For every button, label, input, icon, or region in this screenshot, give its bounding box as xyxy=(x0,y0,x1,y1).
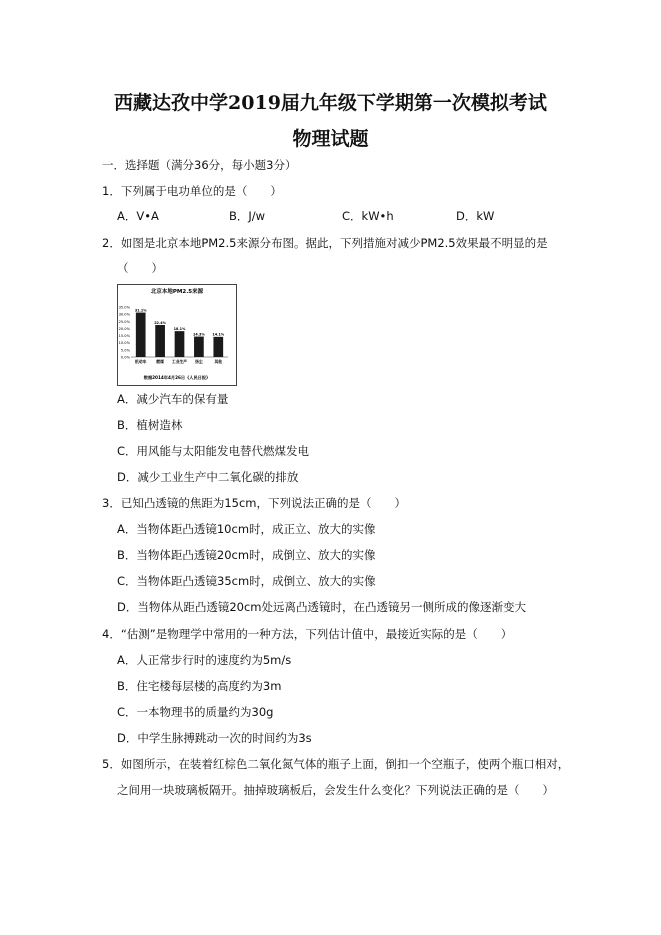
q1-option-d: D．kW xyxy=(456,209,495,223)
y-tick-label: 30.0% xyxy=(118,312,130,317)
y-tick-label: 35.0% xyxy=(118,305,130,310)
chart-footnote: 数据2014年4月26日《人民日报》 xyxy=(143,375,211,380)
q3-option-d: D．当物体从距凸透镜20cm处远离凸透镜时，在凸透镜另一侧所成的像逐渐变大 xyxy=(117,600,527,614)
q2-option-b: B．植树造林 xyxy=(117,418,183,432)
category-label: 其他 xyxy=(214,359,223,364)
question-4-stem: 4．“估测”是物理学中常用的一种方法，下列估计值中，最接近实际的是（ ） xyxy=(102,627,513,641)
y-tick-label: 25.0% xyxy=(118,319,130,324)
data-label: 14.1% xyxy=(212,332,225,337)
y-tick-label: 10.0% xyxy=(118,341,130,346)
q4-option-d: D．中学生脉搏跳动一次的时间约为3s xyxy=(117,731,312,745)
page-subtitle: 物理试题 xyxy=(292,128,369,150)
category-label: 工业生产 xyxy=(171,359,188,364)
q3-option-a: A．当物体距凸透镜10cm时，成正立、放大的实像 xyxy=(117,522,376,536)
page-title: 西藏达孜中学2019届九年级下学期第一次模拟考试 xyxy=(114,92,547,114)
q2-option-a: A．减少汽车的保有量 xyxy=(117,392,229,406)
q4-option-a: A．人正常步行时的速度约为5m/s xyxy=(117,653,292,667)
q2-option-d: D．减少工业生产中二氧化碳的排放 xyxy=(117,470,299,484)
q1-option-a: A．V•A xyxy=(117,209,159,223)
q4-option-c: C．一本物理书的质量约为30g xyxy=(117,705,274,719)
category-label: 燃煤 xyxy=(156,359,164,364)
category-label: 机动车 xyxy=(135,359,147,364)
question-2-blank: （ ） xyxy=(117,261,163,275)
y-tick-label: 0.0% xyxy=(120,355,130,360)
y-tick-label: 15.0% xyxy=(118,334,130,339)
bar xyxy=(175,331,185,357)
q1-option-c: C．kW•h xyxy=(342,209,394,223)
question-1-stem: 1．下列属于电功单位的是（ ） xyxy=(102,184,282,198)
question-5-stem-line1: 5．如图所示，在装着红棕色二氧化氮气体的瓶子上面，倒扣一个空瓶子，使两个瓶口相对， xyxy=(102,757,570,771)
y-tick-label: 5.0% xyxy=(120,348,130,353)
q3-option-c: C．当物体距凸透镜35cm时，成倒立、放大的实像 xyxy=(117,574,376,588)
bar xyxy=(136,313,146,357)
y-tick-label: 20.0% xyxy=(118,326,130,331)
q3-option-b: B．当物体距凸透镜20cm时，成倒立、放大的实像 xyxy=(117,548,376,562)
data-label: 31.1% xyxy=(134,308,147,313)
pm25-source-chart xyxy=(117,284,237,386)
category-label: 扬尘 xyxy=(195,359,203,364)
bar xyxy=(213,337,223,357)
data-label: 14.3% xyxy=(193,332,205,337)
data-label: 22.4% xyxy=(154,320,166,325)
chart-title: 北京本地PM2.5来源 xyxy=(150,289,204,295)
q4-option-b: B．住宅楼每层楼的高度约为3m xyxy=(117,679,282,693)
q1-option-b: B．J/w xyxy=(229,209,266,223)
question-2-stem: 2．如图是北京本地PM2.5来源分布图。据此，下列措施对减少PM2.5效果最不明显的是 xyxy=(102,236,548,250)
data-label: 18.1% xyxy=(173,326,186,331)
question-3-stem: 3．已知凸透镜的焦距为15cm，下列说法正确的是（ ） xyxy=(102,496,406,510)
question-5-stem-line2: 之间用一块玻璃板隔开。抽掉玻璃板后，会发生什么变化？下列说法正确的是（ ） xyxy=(117,783,554,797)
bar-chart-svg xyxy=(118,285,236,385)
bar xyxy=(155,325,165,357)
q2-option-c: C．用风能与太阳能发电替代燃煤发电 xyxy=(117,444,310,458)
section-heading: 一．选择题（满分36分，每小题3分） xyxy=(102,158,297,172)
bar xyxy=(194,337,204,357)
